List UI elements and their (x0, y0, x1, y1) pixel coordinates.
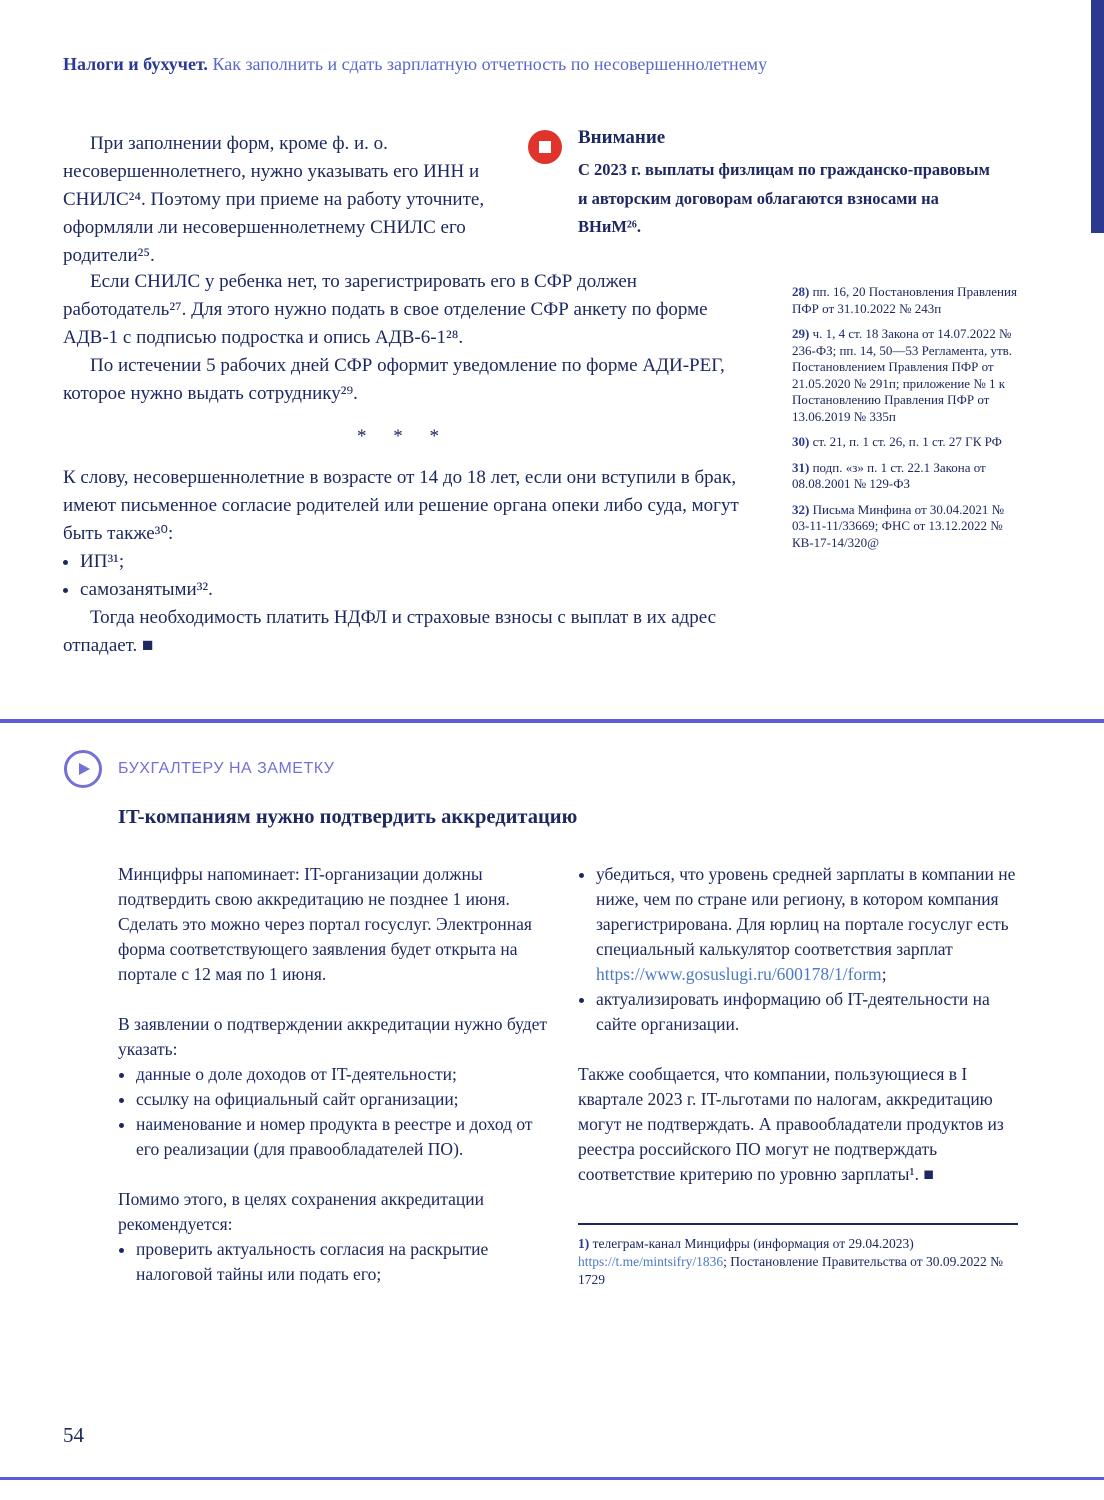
footnote-28 (792, 284, 1020, 317)
page-number: 54 (63, 1423, 84, 1447)
attention-title: Внимание (578, 127, 666, 148)
list-item-product-registry: • наименование и номер продукта в реестре и доход от его реализации (для правообладателей ПО). (136, 1112, 550, 1162)
running-head (63, 52, 1063, 76)
article-title: Как заполнить и сдать зарплатную отчетность по несовершеннолетнему (212, 54, 768, 74)
note-paragraph-mincifry: Минцифры напоминает: IT-организации должны подтвердить свою аккредитацию не позднее 1 июня. Сделать это можно через портал госуслуг. Электронная форма соответствующего заявления будет открыта на портале с 12 мая по 1 июня. (118, 864, 532, 984)
status-bullet-list (63, 548, 744, 604)
attention-icon (528, 130, 562, 164)
note-paragraph-benefits: Также сообщается, что компании, пользующиеся в I квартале 2023 г. IT-льготами по налогам, аккредитацию могут не подтверждать. А правообладатели продуктов из реестра российского ПО могут не подтверждать соответствие критерию по уровню зарплаты¹. ■ (578, 1064, 1004, 1184)
closing-paragraph: Тогда необходимость платить НДФЛ и страховые взносы с выплат в их адрес отпадает. ■ (63, 607, 717, 656)
gosuslugi-link[interactable]: https://www.gosuslugi.ru/600178/1/form (596, 964, 882, 984)
sidebar-footnotes (792, 284, 1020, 560)
note-left-column (118, 862, 550, 1287)
list-item-ip: • ИП³¹; (80, 548, 744, 576)
footnote-text: пп. 16, 20 Постановления Правления ПФР от 31.10.2022 № 243п (792, 284, 1017, 316)
bullet-text: убедиться, что уровень средней зарплаты в компании не ниже, чем по стране или региону, в котором компания зарегистрирована. Для юрлиц на портале госуслуг есть специальный калькулятор соответствия зарплат (596, 864, 1016, 959)
attention-text: С 2023 г. выплаты физлицам по гражданско-правовым и авторским договорам облагаются взносами на ВНиМ²⁶. (578, 160, 990, 236)
note-footnote-1 (578, 1235, 1018, 1289)
footnote-text: подп. «з» п. 1 ст. 22.1 Закона от 08.08.2001 № 129-ФЗ (792, 459, 986, 491)
note-right-column (578, 862, 1018, 1289)
footnote-32 (792, 502, 1020, 552)
attention-callout (521, 127, 1001, 242)
footnote-30 (792, 434, 1020, 451)
note-section-label: БУХГАЛТЕРУ НА ЗАМЕТКУ (118, 760, 335, 777)
footnote-text: телеграм-канал Минцифры (информация от 29.04.2023) (589, 1236, 914, 1251)
list-item-site-link: • ссылку на официальный сайт организации; (136, 1087, 550, 1112)
note-bullet-list (118, 1062, 550, 1162)
bottom-divider (0, 1477, 1104, 1480)
bullet-suffix: ; (881, 964, 887, 984)
note-paragraph-statement: В заявлении о подтверждении аккредитации нужно будет указать: (118, 1014, 548, 1059)
paragraph-adi-reg: По истечении 5 рабочих дней СФР оформит уведомление по форме АДИ-РЕГ, которое нужно выдать сотруднику²⁹. (63, 355, 725, 404)
footnote-number: 31) (792, 459, 810, 475)
list-item-income-share: • данные о доле доходов от IT-деятельности; (136, 1062, 550, 1087)
footnote-number: 30) (792, 434, 810, 449)
footnote-number: 1) (578, 1236, 590, 1251)
footnote-number: 28) (792, 284, 810, 299)
intro-paragraph: При заполнении форм, кроме ф. и. о. несовершеннолетнего, нужно указывать его ИНН и СНИЛС²⁴. Поэтому при приеме на работу уточните, оформляли ли несовершеннолетнему СНИЛС его родители²⁵. (63, 133, 485, 266)
footnote-number: 29) (792, 326, 810, 341)
list-item-update-info: • актуализировать информацию об IT-деятельности на сайте организации. (596, 987, 1018, 1037)
footnote-text: Письма Минфина от 30.04.2021 № 03-11-11/33669; ФНС от 13.12.2022 № КВ-17-14/320@ (792, 501, 1005, 550)
attention-body (578, 127, 1001, 242)
footnote-31 (792, 460, 1020, 493)
footnote-text: ст. 21, п. 1 ст. 26, п. 1 ст. 27 ГК РФ (812, 434, 1002, 449)
play-icon (64, 750, 102, 788)
note-bullet-list-2 (118, 1237, 550, 1287)
list-item-self-employed: • самозанятыми³². (80, 576, 744, 604)
magazine-brand: Налоги и бухучет. (63, 54, 208, 74)
telegram-link[interactable]: https://t.me/mintsifry/1836 (578, 1254, 724, 1269)
article-body (63, 268, 744, 660)
play-icon-triangle (79, 763, 90, 775)
list-item-tax-secrecy: • проверить актуальность согласия на раскрытие налоговой тайны или подать его; (136, 1237, 550, 1287)
paragraph-snils-registration: Если СНИЛС у ребенка нет, то зарегистрировать его в СФР должен работодатель²⁷. Для этого нужно подать в свое отделение СФР анкету по форме АДВ-1 с подписью подростка и опись АДВ-6-1²⁸. (63, 271, 708, 348)
stars-separator: * * * (357, 426, 450, 447)
note-paragraph-recommendations: Помимо этого, в целях сохранения аккредитации рекомендуется: (118, 1189, 484, 1234)
section-divider (0, 719, 1104, 723)
footnote-29 (792, 326, 1020, 425)
attention-icon-square (539, 141, 551, 153)
footnote-text-2: ; Постановление Правительства от 30.09.2022 № 1729 (578, 1254, 1004, 1287)
footnote-rule (578, 1223, 1018, 1225)
top-right-edge-bar (1091, 0, 1104, 233)
footnote-number: 32) (792, 501, 810, 517)
paragraph-minors-status: К слову, несовершеннолетние в возрасте от 14 до 18 лет, если они вступили в брак, имеют письменное согласие родителей или решение органа опеки либо суда, могут быть также³⁰: (63, 467, 739, 544)
footnote-text: ч. 1, 4 ст. 18 Закона от 14.07.2022 № 236-ФЗ; пп. 14, 50—53 Регламента, утв. Постановлением Правления ПФР от 21.05.2020 № 291п; приложение № 1 к Постановлению Правления ПФР от 13.06.2019 № 335п (792, 326, 1013, 424)
note-heading: IT-компаниям нужно подтвердить аккредитацию (118, 806, 578, 828)
list-item-salary-level (596, 862, 1018, 987)
note-bullet-list-right (578, 862, 1018, 1037)
